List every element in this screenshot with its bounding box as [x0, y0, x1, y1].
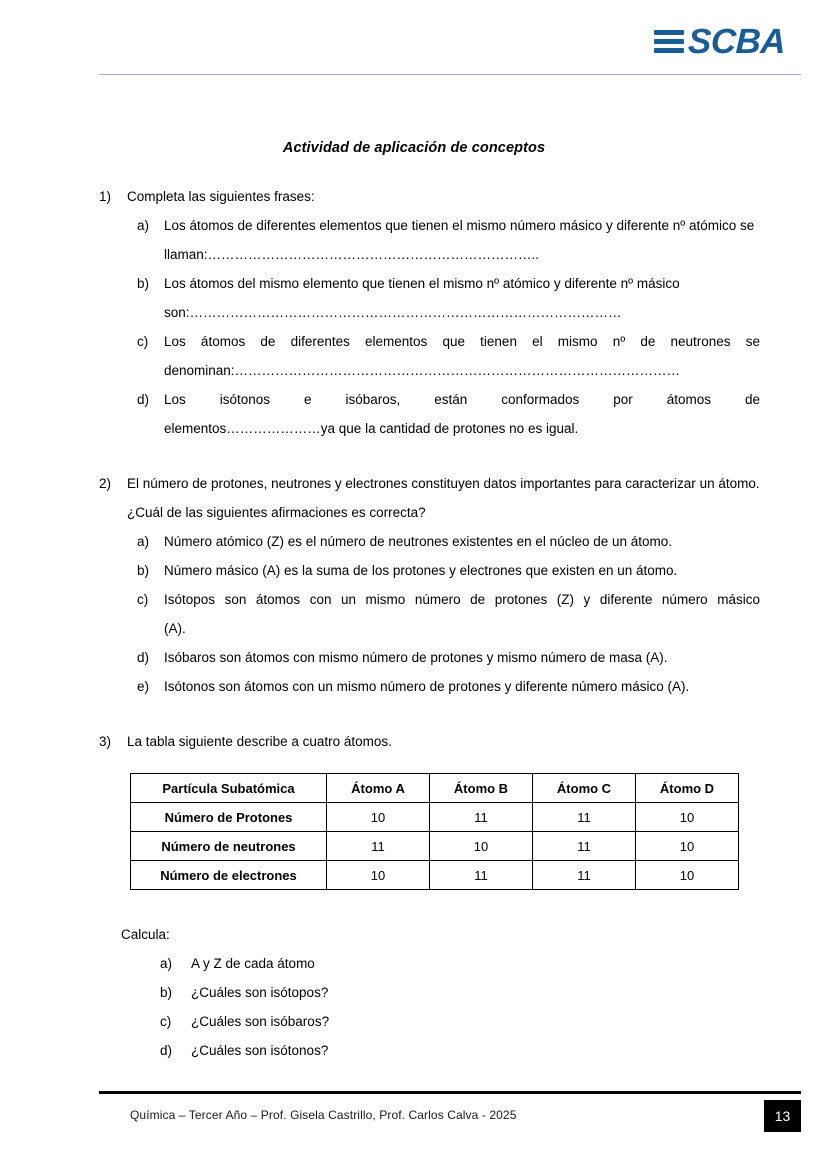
- item-letter: b): [160, 985, 173, 1000]
- item-letter: d): [137, 650, 150, 665]
- item-text: ¿Cuáles son isótopos?: [191, 985, 329, 1000]
- item-letter: d): [137, 392, 150, 407]
- table-cell: 11: [430, 803, 533, 832]
- list-item: [137, 527, 760, 556]
- page-header: [0, 0, 828, 86]
- question-3-number: 3): [99, 734, 112, 749]
- table-row-label: Número de electrones: [131, 861, 327, 890]
- document-content: [0, 86, 828, 1065]
- question-2-prompt: [127, 469, 760, 527]
- item-text: [164, 585, 760, 643]
- footer-text: Química – Tercer Año – Prof. Gisela Castrillo, Prof. Carlos Calva - 2025: [130, 1108, 517, 1122]
- table-cell: 10: [636, 803, 739, 832]
- list-item: [137, 672, 760, 701]
- item-text: [164, 269, 760, 327]
- logo-text: SCBA: [687, 21, 786, 61]
- item-letter: b): [137, 276, 150, 291]
- calcula-items: [0, 949, 828, 1065]
- item-text: Isótonos son átomos con un mismo número de protones y diferente número másico (A).: [164, 679, 690, 694]
- header-divider: [99, 74, 801, 75]
- question-1: [0, 182, 828, 211]
- item-text: [164, 211, 760, 269]
- question-3-prompt: La tabla siguiente describe a cuatro átomos.: [127, 734, 392, 749]
- table-cell: 11: [327, 832, 430, 861]
- table-row: [131, 803, 739, 832]
- item-line-1: Los átomos de diferentes elementos que tienen el mismo número másico y diferente nº: [164, 218, 686, 233]
- atoms-table: [130, 773, 739, 890]
- item-letter: a): [137, 218, 150, 233]
- item-letter: e): [137, 679, 150, 694]
- table-cell: 10: [327, 861, 430, 890]
- table-cell: 11: [533, 832, 636, 861]
- question-1-number: 1): [99, 189, 112, 204]
- item-text: [164, 327, 760, 385]
- item-line-2: son:……………………………………………………………………………………: [164, 305, 622, 320]
- item-line-2: denominan:………………………………………………………………………………………: [164, 363, 681, 378]
- question-3: [0, 727, 828, 756]
- atoms-table-wrapper: [0, 773, 828, 890]
- table-header-cell: Átomo D: [636, 774, 739, 803]
- page-number-badge: 13: [764, 1100, 801, 1132]
- item-letter: a): [137, 534, 150, 549]
- escba-logo: [654, 21, 786, 61]
- list-item: [137, 556, 760, 585]
- table-cell: 11: [430, 861, 533, 890]
- list-item: [137, 211, 760, 269]
- item-letter: b): [137, 563, 150, 578]
- table-header-cell: Partícula Subatómica: [131, 774, 327, 803]
- table-row: [131, 861, 739, 890]
- item-line-1: Los átomos de diferentes elementos que tienen el mismo nº de neutrones se: [164, 334, 760, 349]
- table-cell: 11: [533, 861, 636, 890]
- item-line-2: (A).: [164, 621, 186, 636]
- list-item: [137, 269, 760, 327]
- list-item: [160, 1007, 828, 1036]
- table-cell: 11: [533, 803, 636, 832]
- question-2-items: [0, 527, 828, 701]
- item-letter: c): [137, 334, 149, 349]
- list-item: [137, 385, 760, 443]
- table-cell: 10: [636, 832, 739, 861]
- item-text: A y Z de cada átomo: [191, 956, 315, 971]
- list-item: [160, 949, 828, 978]
- item-text: [164, 385, 760, 443]
- item-text: Número másico (A) es la suma de los protones y electrones que existen en un átomo.: [164, 563, 678, 578]
- item-line-2: atómico se llaman:………………………………………………………………..: [164, 218, 755, 262]
- item-letter: a): [160, 956, 173, 971]
- list-item: [137, 327, 760, 385]
- question-2-number: 2): [99, 476, 112, 491]
- table-header-cell: Átomo A: [327, 774, 430, 803]
- table-header-cell: Átomo B: [430, 774, 533, 803]
- question-1-items: [0, 211, 828, 443]
- table-row-label: Número de neutrones: [131, 832, 327, 861]
- table-cell: 10: [636, 861, 739, 890]
- item-line-1: Los isótonos e isóbaros, están conformados por átomos de: [164, 392, 760, 407]
- item-text: ¿Cuáles son isóbaros?: [191, 1014, 330, 1029]
- footer-divider: [99, 1091, 801, 1094]
- calcula-heading: Calcula:: [121, 927, 170, 942]
- list-item: [137, 643, 760, 672]
- item-line-1: Isótopos son átomos con un mismo número de protones (Z) y diferente número másico: [164, 592, 760, 607]
- table-header-cell: Átomo C: [533, 774, 636, 803]
- table-row: [131, 832, 739, 861]
- table-header-row: [131, 774, 739, 803]
- item-text: Número atómico (Z) es el número de neutrones existentes en el núcleo de un átomo.: [164, 534, 673, 549]
- table-row-label: Número de Protones: [131, 803, 327, 832]
- question-2-prompt-line-2: un átomo. ¿Cuál de las siguientes afirmaciones es correcta?: [127, 476, 760, 520]
- item-line-1: Los átomos del mismo elemento que tienen el mismo nº atómico y diferente nº másico: [164, 276, 680, 291]
- item-text: ¿Cuáles son isótonos?: [191, 1043, 329, 1058]
- table-cell: 10: [327, 803, 430, 832]
- list-item: [137, 585, 760, 643]
- question-2-prompt-line-1: El número de protones, neutrones y electrones constituyen datos importantes para caracterizar: [127, 476, 696, 491]
- item-letter: c): [137, 592, 149, 607]
- item-text: Isóbaros son átomos con mismo número de protones y mismo número de masa (A).: [164, 650, 668, 665]
- page-title: Actividad de aplicación de conceptos: [282, 140, 546, 156]
- list-item: [160, 1036, 828, 1065]
- list-item: [160, 978, 828, 1007]
- item-letter: c): [160, 1014, 172, 1029]
- table-cell: 10: [430, 832, 533, 861]
- page-footer: [0, 1085, 828, 1171]
- question-2: [0, 469, 828, 527]
- logo-bars-icon: [654, 27, 684, 55]
- item-line-2: elementos…………………ya que la cantidad de protones no es igual.: [164, 421, 579, 436]
- item-letter: d): [160, 1043, 173, 1058]
- question-1-prompt: Completa las siguientes frases:: [127, 189, 315, 204]
